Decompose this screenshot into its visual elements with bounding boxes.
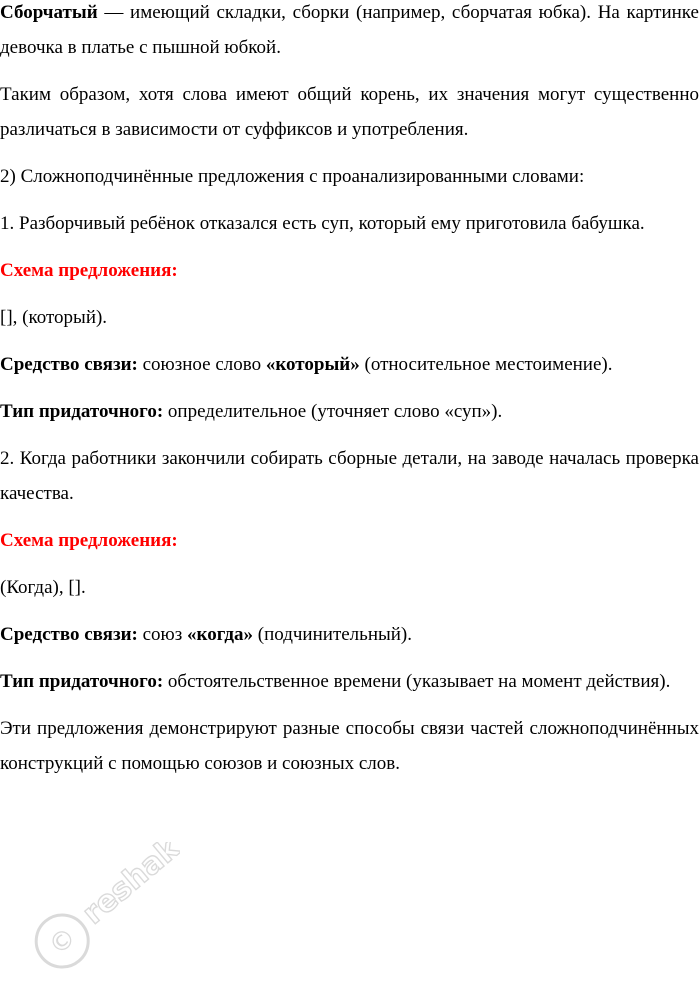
sentence-1: 1. Разборчивый ребёнок отказался есть суп, который ему приготовила бабушка. (0, 213, 645, 234)
means-text-a-1: союзное слово (137, 354, 266, 375)
type-text-1: определительное (уточняет слово «суп»). (163, 401, 503, 422)
summary-paragraph: Таким образом, хотя слова имеют общий корень, их значения могут существенно различаться в зависимости от суффиксов и употребления. (0, 84, 699, 140)
clause-type-2 (0, 664, 699, 699)
scheme-label-2: Схема предложения: (0, 530, 178, 551)
reshak-watermark (10, 842, 180, 972)
type-label-2: Тип придаточного: (0, 671, 164, 692)
scheme-2: (Когда), []. (0, 577, 86, 598)
means-label-1: Средство связи: (0, 354, 138, 375)
means-label-2: Средство связи: (0, 624, 138, 645)
scheme-1: [], (который). (0, 307, 108, 328)
means-word-2: «когда» (187, 624, 254, 645)
svg-text:©: © (43, 921, 83, 962)
means-text-b-1: (относительное местоимение). (359, 354, 613, 375)
definition-paragraph (0, 0, 699, 65)
task-heading: 2) Сложноподчинённые предложения с проанализированными словами: (0, 166, 585, 187)
means-of-connection-1 (0, 347, 699, 382)
means-of-connection-2 (0, 617, 699, 652)
definition-text: — имеющий складки, сборки (например, сборчатая юбка). На картинке девочка в платье с пышной юбкой. (0, 2, 699, 58)
means-text-a-2: союз (137, 624, 188, 645)
sentence-2: 2. Когда работники закончили собирать сборные детали, на заводе началась проверка качества. (0, 448, 699, 504)
means-text-b-2: (подчинительный). (253, 624, 413, 645)
type-label-1: Тип придаточного: (0, 401, 164, 422)
clause-type-1 (0, 394, 699, 429)
defined-term: Сборчатый (0, 2, 98, 23)
type-text-2: обстоятельственное времени (указывает на момент действия). (163, 671, 671, 692)
conclusion-paragraph: Эти предложения демонстрируют разные способы связи частей сложноподчинённых конструкций с помощью союзов и союзных слов. (0, 718, 699, 774)
means-word-1: «который» (265, 354, 360, 375)
scheme-label-1: Схема предложения: (0, 260, 178, 281)
svg-text:reshak: reshak (76, 842, 180, 932)
